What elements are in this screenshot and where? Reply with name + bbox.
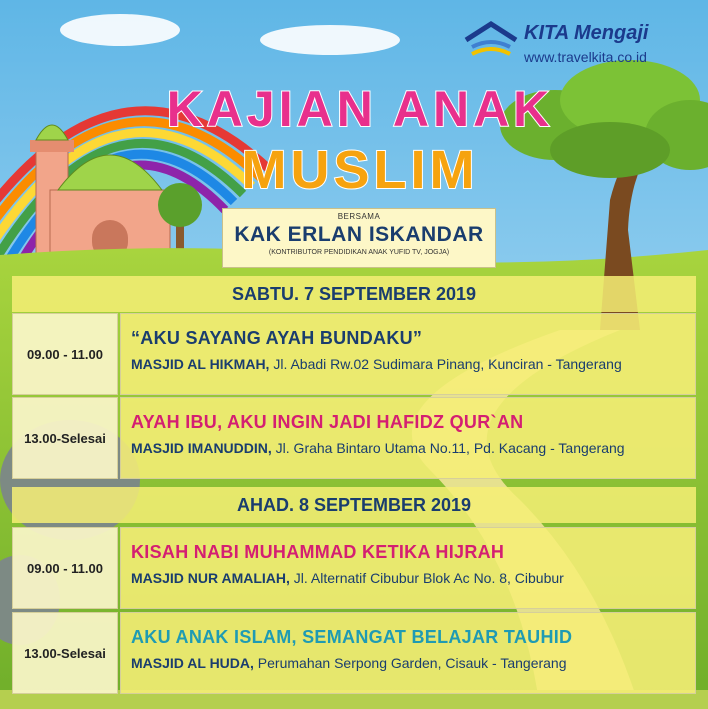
session-row <box>12 527 696 609</box>
session-time: 13.00-Selesai <box>12 397 118 479</box>
session-details <box>120 527 696 609</box>
session-details <box>120 612 696 694</box>
session-topic: AKU ANAK ISLAM, SEMANGAT BELAJAR TAUHID <box>131 627 573 647</box>
speaker-role: (KONTRIBUTOR PENDIDIKAN ANAK YUFID TV, JOGJA) <box>268 249 450 256</box>
session-venue <box>131 655 567 671</box>
brand-name: KITA Mengaji <box>524 22 649 44</box>
session-details <box>120 397 696 479</box>
session-venue <box>131 570 564 586</box>
house-roof-icon <box>462 20 520 60</box>
venue-address: Jl. Graha Bintaro Utama No.11, Pd. Kacang - Tangerang <box>271 440 625 456</box>
brand-logo <box>462 18 702 76</box>
session-topic: KISAH NABI MUHAMMAD KETIKA HIJRAH <box>131 542 505 562</box>
session-time: 09.00 - 11.00 <box>12 527 118 609</box>
session-time: 13.00-Selesai <box>12 612 118 694</box>
venue-address: Perumahan Serpong Garden, Cisauk - Tangerang <box>253 655 567 671</box>
brand-url: www.travelkita.co.id <box>524 49 647 65</box>
speaker-name: KAK ERLAN ISKANDAR <box>234 223 484 246</box>
session-venue <box>131 440 625 456</box>
session-row <box>12 313 696 395</box>
session-topic: “AKU SAYANG AYAH BUNDAKU” <box>131 328 423 348</box>
venue-address: Jl. Alternatif Cibubur Blok Ac No. 8, Cibubur <box>289 570 564 586</box>
session-row <box>12 397 696 479</box>
speaker-intro-label: BERSAMA <box>337 212 381 221</box>
session-venue <box>131 356 622 372</box>
main-title <box>150 80 570 200</box>
date-bar-day-1: SABTU. 7 SEPTEMBER 2019 <box>12 276 696 312</box>
session-row <box>12 612 696 694</box>
session-topic: AYAH IBU, AKU INGIN JADI HAFIDZ QUR`AN <box>131 412 524 432</box>
venue-address: Jl. Abadi Rw.02 Sudimara Pinang, Kunciran - Tangerang <box>269 356 622 372</box>
session-details <box>120 313 696 395</box>
title-line-1: KAJIAN ANAK <box>166 81 554 137</box>
speaker-box <box>222 208 496 268</box>
venue-name: MASJID IMANUDDIN, <box>131 440 272 456</box>
session-time: 09.00 - 11.00 <box>12 313 118 395</box>
venue-name: MASJID AL HIKMAH, <box>131 356 270 372</box>
venue-name: MASJID AL HUDA, <box>131 655 254 671</box>
date-bar-day-2: AHAD. 8 SEPTEMBER 2019 <box>12 487 696 523</box>
venue-name: MASJID NUR AMALIAH, <box>131 570 290 586</box>
title-line-2: MUSLIM <box>241 140 479 200</box>
